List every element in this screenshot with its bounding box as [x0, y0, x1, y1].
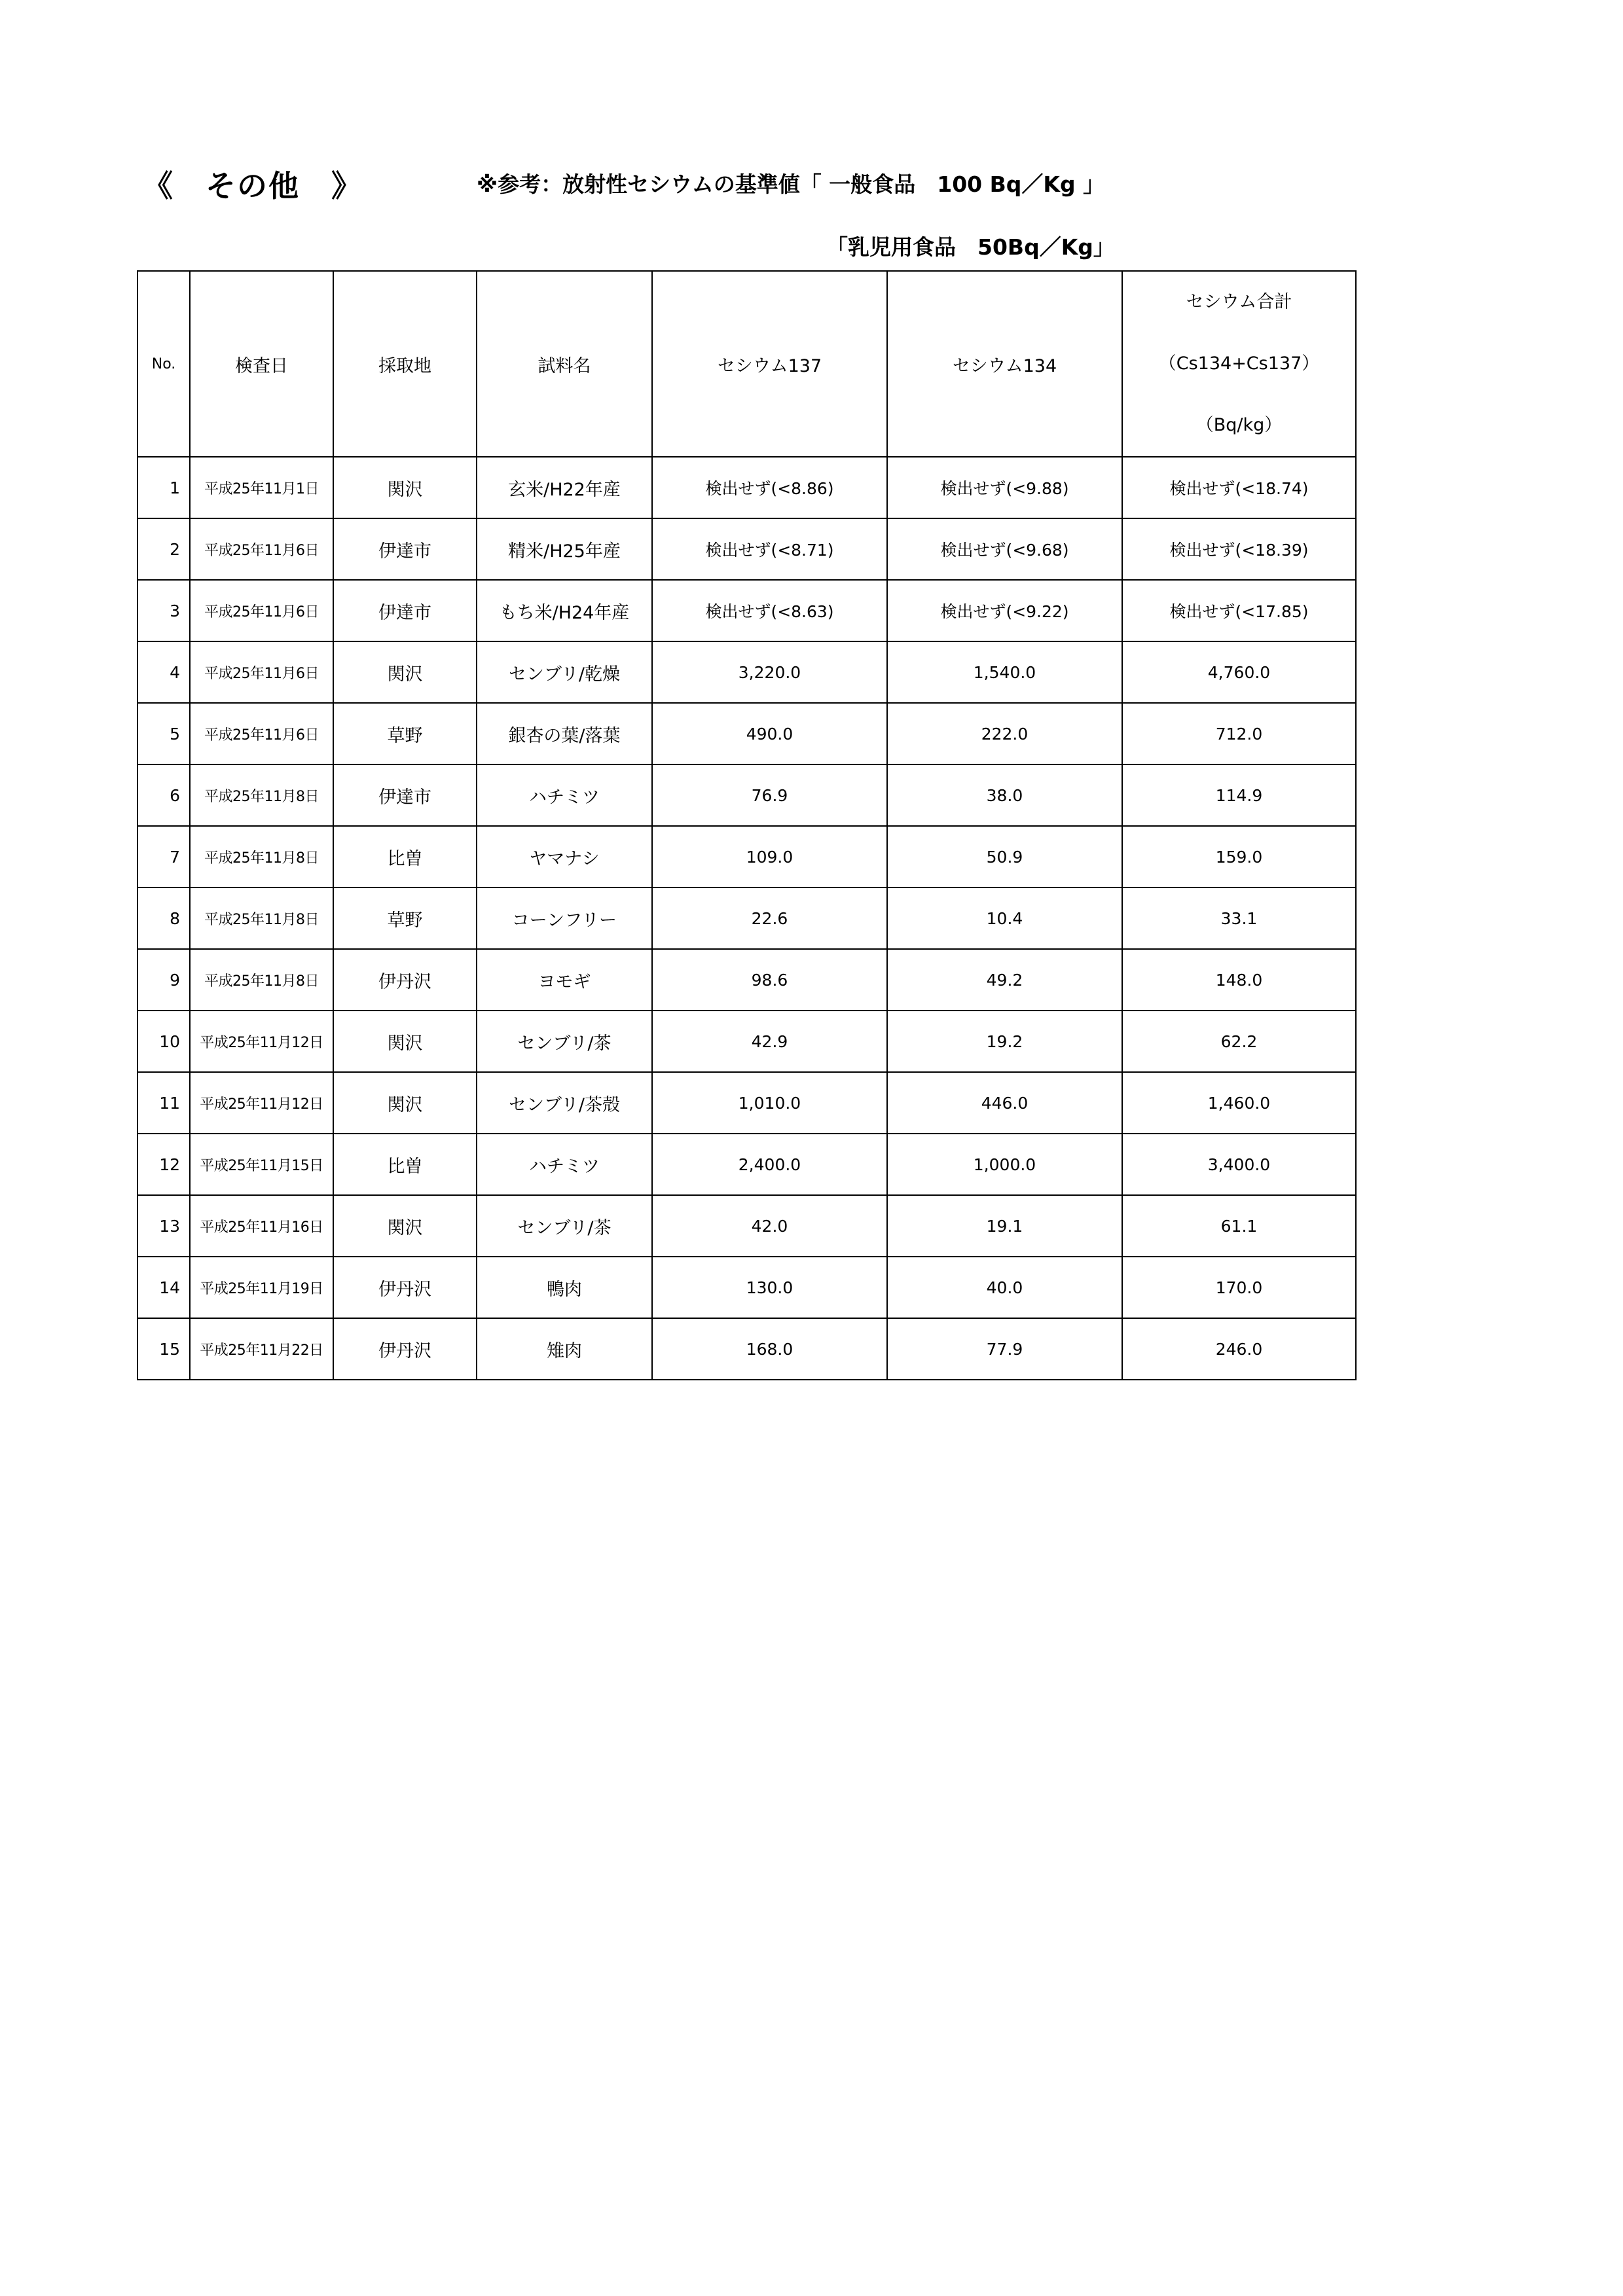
cell-cs137: 130.0 [652, 1257, 887, 1318]
cell-sample: 鴨肉 [477, 1257, 652, 1318]
cell-date: 平成25年11月6日 [190, 580, 333, 641]
cell-cs134: 38.0 [887, 764, 1122, 826]
cell-sample: センブリ/茶殻 [477, 1072, 652, 1134]
cell-no: 2 [137, 518, 190, 580]
cell-total: 検出せず(<18.39) [1122, 518, 1356, 580]
cell-sample: もち米/H24年産 [477, 580, 652, 641]
cell-sample: 玄米/H22年産 [477, 457, 652, 518]
cell-sample: ヤマナシ [477, 826, 652, 888]
cell-no: 12 [137, 1134, 190, 1195]
cell-cs137: 42.0 [652, 1195, 887, 1257]
cell-no: 7 [137, 826, 190, 888]
cell-location: 伊達市 [333, 518, 477, 580]
cell-date: 平成25年11月8日 [190, 888, 333, 949]
cell-date: 平成25年11月6日 [190, 641, 333, 703]
table-row [137, 457, 1356, 518]
cell-sample: ハチミツ [477, 764, 652, 826]
table-row [137, 1072, 1356, 1134]
cell-cs134: 1,540.0 [887, 641, 1122, 703]
cell-cs134: 222.0 [887, 703, 1122, 764]
cell-no: 5 [137, 703, 190, 764]
cell-cs134: 49.2 [887, 949, 1122, 1011]
table-row [137, 764, 1356, 826]
cell-sample: センブリ/乾燥 [477, 641, 652, 703]
cell-date: 平成25年11月6日 [190, 518, 333, 580]
cell-total: 114.9 [1122, 764, 1356, 826]
header-sample: 試料名 [477, 271, 652, 457]
cell-no: 13 [137, 1195, 190, 1257]
table-row [137, 826, 1356, 888]
table-row [137, 1257, 1356, 1318]
cell-location: 比曽 [333, 826, 477, 888]
cell-total: 4,760.0 [1122, 641, 1356, 703]
cell-no: 4 [137, 641, 190, 703]
cell-cs134: 検出せず(<9.88) [887, 457, 1122, 518]
cell-cs137: 76.9 [652, 764, 887, 826]
header-total-title: セシウム合計 [1186, 292, 1292, 312]
cell-total: 33.1 [1122, 888, 1356, 949]
cell-sample: ハチミツ [477, 1134, 652, 1195]
cell-no: 6 [137, 764, 190, 826]
cell-sample: センブリ/茶 [477, 1011, 652, 1072]
cell-cs137: 490.0 [652, 703, 887, 764]
cell-cs134: 77.9 [887, 1318, 1122, 1380]
cell-date: 平成25年11月8日 [190, 826, 333, 888]
table-row [137, 1134, 1356, 1195]
cell-total: 61.1 [1122, 1195, 1356, 1257]
cell-no: 8 [137, 888, 190, 949]
header-cs137: セシウム137 [652, 271, 887, 457]
cell-no: 10 [137, 1011, 190, 1072]
cell-date: 平成25年11月8日 [190, 949, 333, 1011]
cell-location: 比曽 [333, 1134, 477, 1195]
table-header-row [137, 271, 1356, 457]
table-row [137, 580, 1356, 641]
cell-location: 関沢 [333, 641, 477, 703]
cell-sample: コーンフリー [477, 888, 652, 949]
cell-location: 伊達市 [333, 764, 477, 826]
cell-cs137: 168.0 [652, 1318, 887, 1380]
cell-location: 伊丹沢 [333, 1257, 477, 1318]
cell-location: 関沢 [333, 1072, 477, 1134]
cell-no: 3 [137, 580, 190, 641]
cell-cs137: 検出せず(<8.71) [652, 518, 887, 580]
section-heading: 《 その他 》 [143, 168, 363, 204]
cell-cs137: 109.0 [652, 826, 887, 888]
cell-cs134: 446.0 [887, 1072, 1122, 1134]
cell-date: 平成25年11月19日 [190, 1257, 333, 1318]
cell-location: 草野 [333, 888, 477, 949]
cell-location: 草野 [333, 703, 477, 764]
cell-cs134: 検出せず(<9.22) [887, 580, 1122, 641]
cell-date: 平成25年11月12日 [190, 1011, 333, 1072]
cell-cs134: 40.0 [887, 1257, 1122, 1318]
header-location: 採取地 [333, 271, 477, 457]
table-row [137, 949, 1356, 1011]
cell-sample: センブリ/茶 [477, 1195, 652, 1257]
cell-cs137: 2,400.0 [652, 1134, 887, 1195]
cell-date: 平成25年11月12日 [190, 1072, 333, 1134]
cell-cs134: 10.4 [887, 888, 1122, 949]
table-row [137, 1011, 1356, 1072]
cell-total: 712.0 [1122, 703, 1356, 764]
cell-cs137: 22.6 [652, 888, 887, 949]
cell-sample: 雉肉 [477, 1318, 652, 1380]
cell-cs134: 検出せず(<9.68) [887, 518, 1122, 580]
cell-sample: 精米/H25年産 [477, 518, 652, 580]
header-cs134: セシウム134 [887, 271, 1122, 457]
cell-total: 3,400.0 [1122, 1134, 1356, 1195]
table-row [137, 888, 1356, 949]
cell-cs137: 98.6 [652, 949, 887, 1011]
cell-date: 平成25年11月16日 [190, 1195, 333, 1257]
cell-sample: ヨモギ [477, 949, 652, 1011]
cell-cs137: 3,220.0 [652, 641, 887, 703]
header-total [1122, 271, 1356, 457]
cell-cs137: 検出せず(<8.63) [652, 580, 887, 641]
cell-total: 148.0 [1122, 949, 1356, 1011]
cell-location: 伊達市 [333, 580, 477, 641]
table-row [137, 1195, 1356, 1257]
cell-total: 170.0 [1122, 1257, 1356, 1318]
header-total-formula: （Cs134+Cs137） [1158, 353, 1320, 374]
cell-no: 11 [137, 1072, 190, 1134]
cell-date: 平成25年11月15日 [190, 1134, 333, 1195]
cell-total: 検出せず(<17.85) [1122, 580, 1356, 641]
cell-cs134: 50.9 [887, 826, 1122, 888]
cell-no: 15 [137, 1318, 190, 1380]
reference-infant-food-limit: 「乳児用食品 50Bq／Kg」 [826, 234, 1115, 260]
cell-no: 9 [137, 949, 190, 1011]
cell-total: 検出せず(<18.74) [1122, 457, 1356, 518]
cell-location: 伊丹沢 [333, 1318, 477, 1380]
table-row [137, 641, 1356, 703]
cell-date: 平成25年11月6日 [190, 703, 333, 764]
cell-total: 1,460.0 [1122, 1072, 1356, 1134]
table-row [137, 1318, 1356, 1380]
cell-total: 246.0 [1122, 1318, 1356, 1380]
cell-total: 159.0 [1122, 826, 1356, 888]
cell-date: 平成25年11月22日 [190, 1318, 333, 1380]
cell-location: 関沢 [333, 1195, 477, 1257]
cell-cs137: 42.9 [652, 1011, 887, 1072]
cell-cs134: 19.2 [887, 1011, 1122, 1072]
cell-cs137: 検出せず(<8.86) [652, 457, 887, 518]
header-date: 検査日 [190, 271, 333, 457]
cell-date: 平成25年11月8日 [190, 764, 333, 826]
table-row [137, 518, 1356, 580]
cesium-results-table [137, 270, 1357, 1380]
cell-cs134: 1,000.0 [887, 1134, 1122, 1195]
cell-sample: 銀杏の葉/落葉 [477, 703, 652, 764]
header-no: No. [137, 271, 190, 457]
cell-location: 関沢 [333, 1011, 477, 1072]
header-total-unit: （Bq/kg） [1195, 415, 1283, 435]
cell-location: 関沢 [333, 457, 477, 518]
cell-no: 14 [137, 1257, 190, 1318]
table-row [137, 703, 1356, 764]
cell-no: 1 [137, 457, 190, 518]
reference-general-food-limit: ※参考：放射性セシウムの基準値「 一般食品 100 Bq／Kg 」 [477, 171, 1105, 197]
cell-date: 平成25年11月1日 [190, 457, 333, 518]
cell-total: 62.2 [1122, 1011, 1356, 1072]
cell-cs134: 19.1 [887, 1195, 1122, 1257]
cell-cs137: 1,010.0 [652, 1072, 887, 1134]
cell-location: 伊丹沢 [333, 949, 477, 1011]
